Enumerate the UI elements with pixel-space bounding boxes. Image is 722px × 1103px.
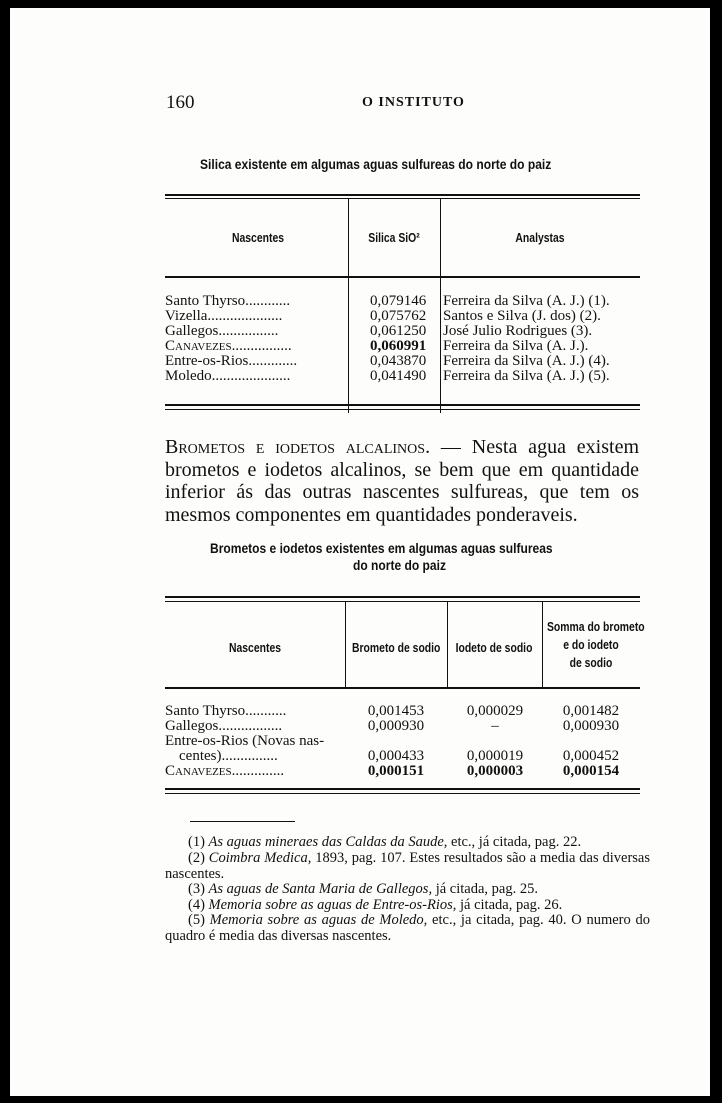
table-row [165, 324, 278, 339]
table-row [165, 309, 282, 324]
silica-value: 0,079146 [370, 293, 427, 309]
silica-value: 0,075762 [370, 308, 427, 324]
analyst: Ferreira da Silva (A. J.) (5). [443, 368, 610, 384]
analyst: José Julio Rodrigues (3). [443, 323, 593, 339]
table1-top-rule-2 [165, 198, 640, 199]
table2-header-somma-1: Somma do brometo [547, 619, 645, 634]
table1-top-rule [165, 194, 640, 196]
table1-header-analystas: Analystas [515, 230, 565, 245]
row-label: Entre-os-Rios [165, 353, 249, 369]
row-label: Gallegos [165, 718, 219, 734]
footnote-number: (3) [188, 881, 205, 897]
table-row [165, 749, 278, 764]
table-row [165, 369, 290, 384]
table1-bottom-rule [165, 404, 640, 406]
footnote-title: Coimbra Medica, [208, 850, 312, 866]
iodeto-value: 0,000029 [466, 703, 524, 719]
row-label: centes) [179, 748, 222, 764]
leader-dots: ............... [221, 748, 278, 764]
page-number: 160 [166, 92, 195, 113]
table2-top-rule [165, 596, 640, 598]
table-row [165, 354, 297, 369]
table-row [165, 719, 282, 734]
row-label: Entre-os-Rios (Novas nas- [165, 733, 325, 749]
row-label: Vizella [165, 308, 208, 324]
leader-dots: ................. [218, 718, 283, 734]
footnote [165, 913, 650, 944]
table-row [165, 704, 286, 719]
footnote-separator [190, 821, 295, 822]
row-label: Gallegos [165, 323, 219, 339]
silica-value: 0,061250 [370, 323, 427, 339]
paragraph-lead: Brometos e iodetos alcalinos. [165, 436, 431, 458]
somma-value: 0,000154 [562, 763, 620, 779]
scanned-page [10, 8, 710, 1096]
table-row [165, 734, 324, 749]
iodeto-value: 0,000003 [466, 763, 524, 779]
leader-dots: ................ [231, 338, 292, 354]
brometo-value: 0,000151 [367, 763, 425, 779]
table2-header-nascentes: Nascentes [228, 640, 282, 655]
brometo-value: 0,001453 [367, 703, 425, 719]
silica-value: 0,043870 [370, 353, 427, 369]
table2-bottom-rule-2 [165, 793, 640, 794]
leader-dots: ............ [245, 293, 291, 309]
iodeto-value: – [491, 718, 499, 734]
brometo-value: 0,000433 [367, 748, 425, 764]
analyst: Santos e Silva (J. dos) (2). [443, 308, 601, 324]
footnote-number: (4) [188, 897, 205, 913]
iodeto-value: 0,000019 [466, 748, 524, 764]
somma-value: 0,000930 [562, 718, 620, 734]
table2-header-somma-2: e do iodeto [563, 637, 619, 652]
table2-header-brometo: Brometo de sodio [352, 640, 441, 655]
footnote [188, 882, 650, 898]
footnote-title: Memoria sobre as aguas de Moledo, [209, 912, 428, 928]
brometo-value: 0,000930 [367, 718, 425, 734]
footnote-text: etc., já citada, pag. 22. [447, 834, 582, 850]
table1-header-nascentes: Nascentes [231, 230, 285, 245]
table2-caption-line1: Brometos e iodetos existentes em algumas aguas sulfureas [210, 540, 553, 556]
leader-dots: ..................... [211, 368, 291, 384]
leader-dots: ........... [245, 703, 287, 719]
table2-top-rule-2 [165, 601, 640, 602]
table-row [165, 764, 284, 779]
table2-caption-line2: do norte do paiz [353, 557, 446, 573]
silica-value: 0,041490 [370, 368, 427, 384]
footnote-text: 1893, pag. 107. Estes resultados são a media das diversas nascentes. [165, 850, 651, 882]
table2-header-iodeto: Iodeto de sodio [455, 640, 533, 655]
leader-dots: ............. [248, 353, 298, 369]
footnote-text: já citada, pag. 26. [456, 897, 563, 913]
footnote-text: etc., ja citada, pag. 40. O numero do quadro é media das diversas nascentes. [165, 912, 650, 944]
running-title: O INSTITUTO [362, 95, 465, 110]
row-label: Santo Thyrso [165, 293, 246, 309]
footnote-title: As aguas mineraes das Caldas da Saude, [208, 834, 448, 850]
table2-vrule-2 [447, 601, 448, 689]
table2-header-somma-3: de sodio [569, 655, 613, 670]
table2-bottom-rule [165, 788, 640, 790]
table1-header-rule [165, 276, 640, 278]
footnote-text: já citada, pag. 25. [432, 881, 538, 897]
row-label: Canavezes [165, 763, 232, 779]
table2-header-rule [165, 687, 640, 689]
leader-dots: ................ [218, 323, 279, 339]
footnote [188, 835, 650, 851]
row-label: Moledo [165, 368, 212, 384]
leader-dots: .............. [231, 763, 285, 779]
table1-vrule-1 [348, 198, 349, 413]
table1-bottom-rule-2 [165, 409, 640, 410]
analyst: Ferreira da Silva (A. J.) (1). [443, 293, 610, 309]
footnote-number: (2) [188, 850, 205, 866]
somma-value: 0,000452 [562, 748, 620, 764]
analyst: Ferreira da Silva (A. J.). [443, 338, 589, 354]
analyst: Ferreira da Silva (A. J.) (4). [443, 353, 610, 369]
somma-value: 0,001482 [562, 703, 620, 719]
paragraph-text: — Nesta agua existem brometos e iodetos alcalinos, se bem que em quantidade inferior ás das outras nascentes sulfureas, que tem os mesmos componentes em quantidades ponderaveis. [165, 436, 640, 526]
body-paragraph [165, 436, 639, 526]
table-row [165, 294, 290, 309]
table2-vrule-1 [345, 601, 346, 689]
leader-dots: .................... [207, 308, 283, 324]
table2-vrule-3 [542, 601, 543, 689]
footnote-title: As aguas de Santa Maria de Gallegos, [208, 881, 433, 897]
row-label: Canavezes [165, 338, 232, 354]
table1-caption: Silica existente em algumas aguas sulfureas do norte do paiz [200, 156, 552, 172]
table1-header-silica: Silica SiO² [368, 230, 420, 245]
footnote-number: (5) [188, 912, 205, 928]
table-row [165, 339, 292, 354]
silica-value: 0,060991 [370, 338, 427, 354]
footnote-title: Memoria sobre as aguas de Entre-os-Rios, [208, 897, 457, 913]
footnote-number: (1) [188, 834, 205, 850]
footnote [165, 851, 650, 882]
table1-vrule-2 [440, 198, 441, 413]
row-label: Santo Thyrso [165, 703, 246, 719]
